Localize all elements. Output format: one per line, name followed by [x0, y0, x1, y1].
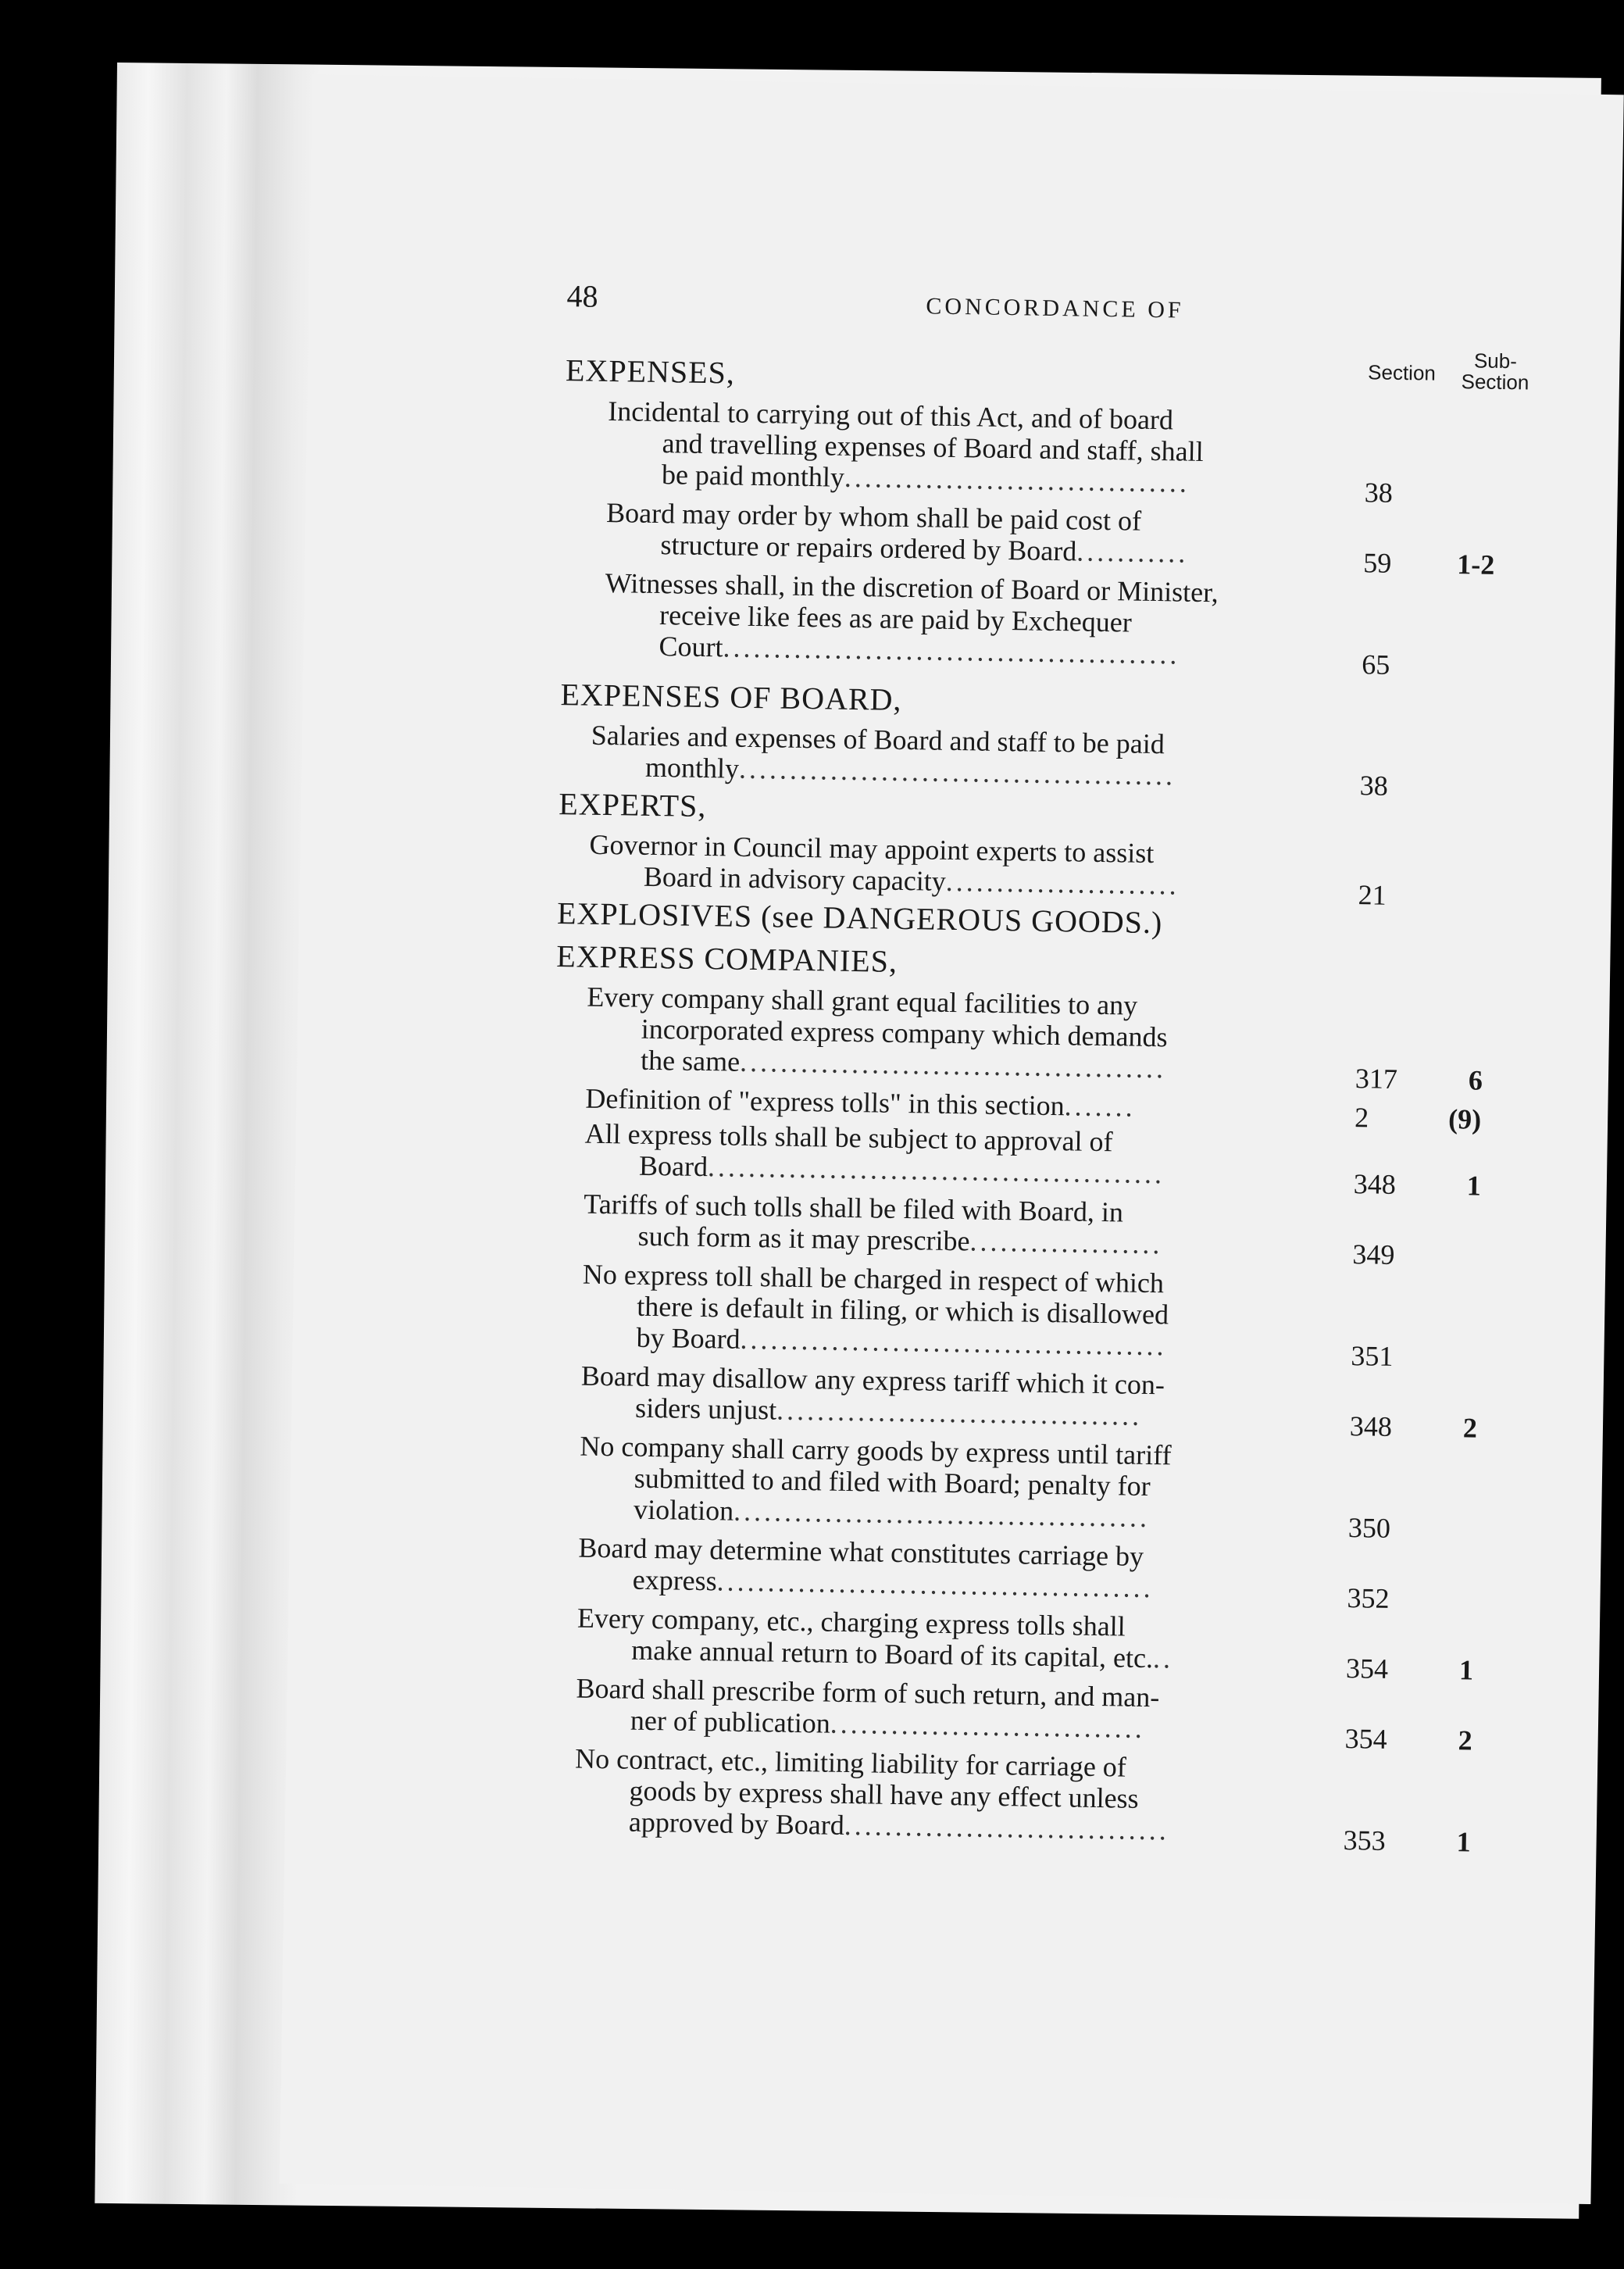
entry-line: incorporated express company which demands — [641, 1013, 1168, 1053]
entry — [580, 1360, 1308, 1435]
page-number: 48 — [566, 278, 598, 314]
entry-line: All express tolls shall be subject to approval of — [584, 1117, 1113, 1158]
entry-line: by Board.......................................... — [636, 1321, 1167, 1362]
entry-line: Tariffs of such tolls shall be filed with Board, in — [584, 1188, 1124, 1228]
entry-line: No contract, etc., limiting liability for carriage of — [574, 1742, 1127, 1783]
entry — [577, 1532, 1305, 1606]
entry-line: Witnesses shall, in the discretion of Board or Minister, — [605, 566, 1219, 609]
entry — [589, 829, 1316, 903]
leader-dots: ................... — [969, 1225, 1163, 1260]
section-number: 352 — [1347, 1582, 1390, 1614]
entry-line: Board may order by whom shall be paid cost of — [605, 496, 1142, 537]
entry-line: Board may determine what constitutes carriage by — [578, 1531, 1144, 1572]
leader-dots: ......................................... — [733, 1495, 1151, 1534]
column-header-subsection — [1456, 350, 1535, 394]
entry-line: Incidental to carrying out of this Act, and of board — [607, 395, 1174, 436]
entry — [607, 395, 1335, 501]
leader-dots: .......................................... — [739, 1045, 1167, 1084]
section-number: 59 — [1363, 547, 1392, 579]
entry-line: receive like fees as are paid by Exchequer — [659, 599, 1133, 638]
subsection-number: 1 — [1456, 1826, 1471, 1858]
leader-dots: ........................................... — [738, 752, 1176, 791]
subsection-number: 1-2 — [1457, 548, 1495, 581]
entry-line: structure or repairs ordered by Board........... — [660, 529, 1189, 569]
entry-line: No express toll shall be charged in respect of which — [582, 1258, 1165, 1299]
section-number: 348 — [1353, 1168, 1397, 1200]
leader-dots: .......................................... — [740, 1323, 1167, 1362]
entry-line: Board shall prescribe form of such return, and man- — [576, 1672, 1160, 1713]
subsection-number: 2 — [1462, 1412, 1478, 1444]
entry-line: there is default in filing, or which is disallowed — [636, 1290, 1169, 1331]
book-page — [280, 74, 1624, 2204]
entry-line: Board............................................. — [638, 1149, 1165, 1190]
entry — [584, 1118, 1312, 1192]
entry-line: be paid monthly.................................. — [661, 459, 1190, 498]
section-number: 351 — [1351, 1340, 1394, 1372]
entry-line: Every company shall grant equal facilities to any — [587, 981, 1138, 1021]
leader-dots: ............................... — [830, 1707, 1146, 1744]
entry — [591, 720, 1318, 794]
heading-experts: EXPERTS, — [559, 786, 707, 824]
entry — [583, 1188, 1310, 1263]
section-number: 2 — [1354, 1102, 1369, 1134]
section-number: 38 — [1364, 477, 1394, 509]
heading-express-companies: EXPRESS COMPANIES, — [555, 938, 898, 979]
entry — [576, 1673, 1303, 1747]
entry-line: Salaries and expenses of Board and staff to be paid — [591, 719, 1165, 760]
entry-line: Board may disallow any express tariff which it con- — [580, 1360, 1165, 1401]
leader-dots: ............................................. — [707, 1151, 1165, 1190]
entry-line: and travelling expenses of Board and staff, shall — [662, 427, 1205, 467]
leader-dots: .................................. — [844, 461, 1190, 498]
subsection-number: 2 — [1458, 1724, 1473, 1756]
section-number: 65 — [1361, 649, 1390, 681]
entry-line: monthly........................................... — [644, 751, 1176, 791]
leader-dots: ................................ — [844, 1809, 1170, 1846]
entry-line: Court............................................. — [659, 631, 1180, 670]
column-header-section: Section — [1367, 360, 1437, 385]
entry — [586, 981, 1314, 1087]
section-number: 38 — [1359, 770, 1389, 802]
heading-expenses: EXPENSES, — [565, 352, 736, 391]
entry-line: Governor in Council may appoint experts to assist — [589, 828, 1155, 870]
entry — [579, 1431, 1307, 1536]
heading-expenses-of-board: EXPENSES OF BOARD, — [560, 677, 902, 717]
column-header-sub-1: Sub- — [1473, 348, 1518, 373]
subsection-number: 1 — [1458, 1654, 1474, 1686]
entry-line: approved by Board................................ — [628, 1806, 1170, 1846]
entry-line: such form as it may prescribe................... — [637, 1220, 1163, 1260]
section-number: 21 — [1358, 879, 1387, 911]
entry — [604, 567, 1332, 673]
leader-dots: ....... — [1064, 1090, 1137, 1123]
entry — [605, 497, 1333, 571]
section-number: 354 — [1345, 1653, 1389, 1685]
column-header-sub-2: Section — [1461, 370, 1529, 395]
entry-line: violation......................................... — [633, 1493, 1151, 1534]
entry-line: goods by express shall have any effect unless — [629, 1774, 1139, 1814]
entry-line: Board in advisory capacity....................... — [643, 860, 1180, 901]
leader-dots: ............................................. — [723, 631, 1180, 670]
entry-line: No company shall carry goods by express until tariff — [580, 1430, 1172, 1471]
entry — [581, 1259, 1309, 1364]
leader-dots: .................................... — [776, 1394, 1143, 1431]
running-head: CONCORDANCE OF — [926, 293, 1184, 323]
section-number: 350 — [1347, 1512, 1391, 1544]
entry — [576, 1603, 1304, 1677]
section-number: 354 — [1344, 1723, 1388, 1755]
subsection-number: 1 — [1466, 1170, 1482, 1202]
section-number: 317 — [1355, 1063, 1398, 1095]
leader-dots: ....................... — [945, 865, 1180, 901]
entry-line: ner of publication............................... — [630, 1704, 1146, 1744]
entry-line: make annual return to Board of its capital, etc... — [631, 1634, 1174, 1674]
heading-explosives: EXPLOSIVES (see DANGEROUS GOODS.) — [556, 895, 1163, 941]
leader-dots: .. — [1152, 1642, 1174, 1674]
leader-dots: ........... — [1076, 535, 1189, 569]
entry-line: Definition of "express tolls" in this section....... — [585, 1082, 1137, 1123]
entry-line: express........................................... — [632, 1563, 1154, 1604]
entry-line: the same.......................................... — [640, 1044, 1167, 1084]
subsection-number: (9) — [1447, 1103, 1482, 1135]
subsection-number: 6 — [1468, 1064, 1483, 1096]
section-number: 353 — [1343, 1824, 1386, 1856]
entry-line: siders unjust.................................... — [634, 1392, 1143, 1431]
section-number: 348 — [1349, 1410, 1393, 1442]
section-number: 349 — [1352, 1238, 1395, 1270]
entry-line: Every company, etc., charging express tolls shall — [576, 1602, 1126, 1642]
entry-line: submitted to and filed with Board; penalty for — [634, 1462, 1151, 1503]
leader-dots: ........................................... — [716, 1565, 1154, 1604]
entry — [574, 1743, 1302, 1849]
